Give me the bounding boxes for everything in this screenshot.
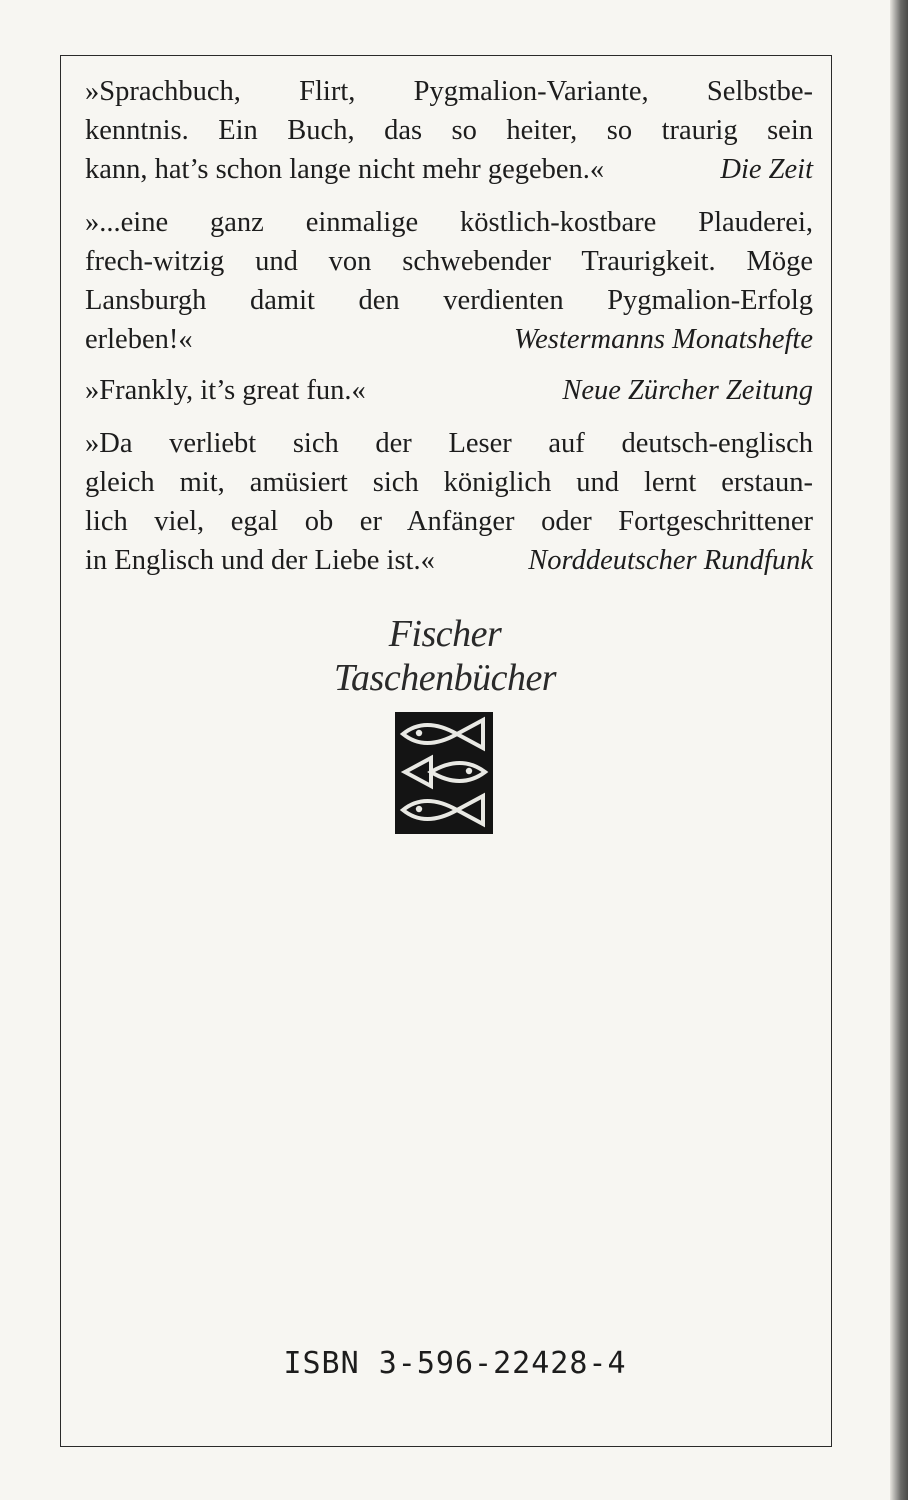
quote-line: »Sprachbuch, Flirt, Pygmalion-Variante, Selbstbe- xyxy=(85,76,813,107)
review-quote-westermanns xyxy=(85,203,813,359)
quote-source: Norddeutscher Rundfunk xyxy=(528,545,813,576)
cover-shadow-edge xyxy=(890,0,908,1500)
quote-line: frech-witzig und von schwebender Traurigkeit. Möge xyxy=(85,246,813,277)
quote-last-row xyxy=(85,320,813,359)
quote-last-row xyxy=(85,150,813,189)
review-quote-nzz xyxy=(85,371,813,410)
three-fish-logo-icon xyxy=(395,712,493,834)
quote-source: Westermanns Monatshefte xyxy=(514,324,813,355)
quote-line: in Englisch und der Liebe ist.« xyxy=(85,545,435,576)
quote-line: kenntnis. Ein Buch, das so heiter, so traurig sein xyxy=(85,115,813,146)
publisher-line-2: Taschenbücher xyxy=(333,657,557,699)
quote-line: Lansburgh damit den verdienten Pygmalion-Erfolg xyxy=(85,285,813,316)
quote-line: gleich mit, amüsiert sich königlich und lernt erstaun- xyxy=(85,467,813,498)
isbn-number: ISBN 3-596-22428-4 xyxy=(283,1346,627,1381)
quote-last-row xyxy=(85,371,813,410)
quote-line: lich viel, egal ob er Anfänger oder Fortgeschrittener xyxy=(85,506,813,537)
quote-last-row xyxy=(85,541,813,580)
publisher-line-1: Fischer xyxy=(388,613,502,655)
quote-line: erleben!« xyxy=(85,324,193,355)
review-quote-die-zeit xyxy=(85,72,813,189)
quote-line: »...eine ganz einmalige köstlich-kostbare Plauderei, xyxy=(85,207,813,238)
quote-line: kann, hat’s schon lange nicht mehr gegeben.« xyxy=(85,154,605,185)
quote-source: Neue Zürcher Zeitung xyxy=(562,375,813,406)
publisher-name xyxy=(0,612,890,700)
fish-logo-svg xyxy=(395,712,493,834)
quote-line: »Frankly, it’s great fun.« xyxy=(85,375,366,406)
quote-line: »Da verliebt sich der Leser auf deutsch-englisch xyxy=(85,428,813,459)
review-quotes xyxy=(85,72,813,594)
quote-source: Die Zeit xyxy=(720,154,813,185)
review-quote-ndr xyxy=(85,424,813,580)
